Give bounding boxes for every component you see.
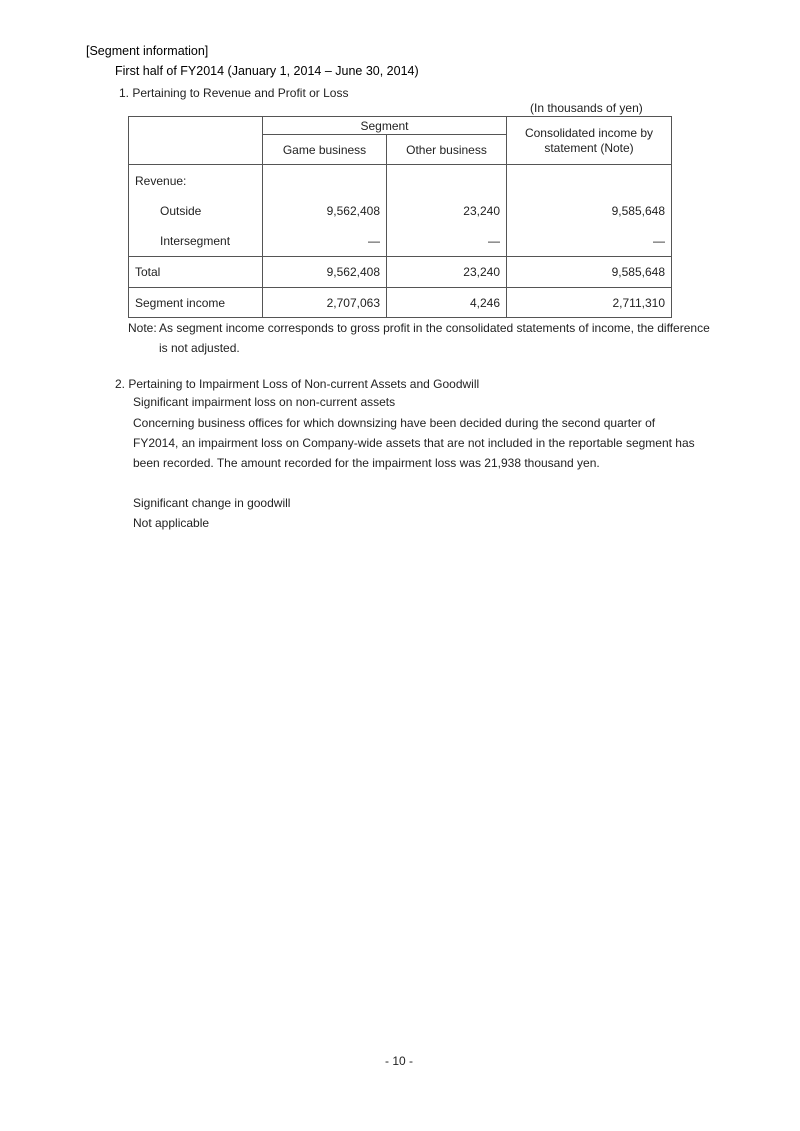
section-heading: [Segment information]: [86, 44, 209, 58]
section2-title: 2. Pertaining to Impairment Loss of Non-current Assets and Goodwill: [115, 377, 480, 391]
table-row-segment-income: [129, 288, 672, 318]
cell: 9,585,648: [507, 257, 672, 288]
cell: 23,240: [387, 257, 507, 288]
col-game: Game business: [263, 135, 387, 165]
unit-label: (In thousands of yen): [530, 101, 643, 115]
page-number: - 10 -: [385, 1054, 414, 1068]
table-row-total: [129, 257, 672, 288]
cell: 4,246: [387, 288, 507, 318]
cell: 23,240: [463, 204, 500, 218]
para-line-2: FY2014, an impairment loss on Company-wide assets that are not included in the reportable segment has: [133, 436, 695, 450]
col-consolidated-label: Consolidated income by statement (Note): [524, 125, 654, 155]
para-line-3: been recorded. The amount recorded for the impairment loss was 21,938 thousand yen.: [133, 456, 600, 470]
row-label-intersegment: Intersegment: [160, 234, 231, 248]
cell: —: [488, 234, 500, 248]
period-title: First half of FY2014 (January 1, 2014 – June 30, 2014): [115, 64, 419, 78]
cell: 9,562,408: [326, 204, 380, 218]
note-label: Note:: [128, 321, 157, 335]
section2-sub2-value: Not applicable: [133, 516, 210, 530]
cell: 9,562,408: [263, 257, 387, 288]
cell: —: [368, 234, 380, 248]
col-other: Other business: [387, 135, 507, 165]
row-label: Total: [129, 257, 263, 288]
table-row-revenue: [129, 165, 672, 257]
section1-title: 1. Pertaining to Revenue and Profit or Loss: [119, 86, 349, 100]
cell: 9,585,648: [611, 204, 665, 218]
col-consolidated: [507, 117, 672, 165]
section2-sub1: Significant impairment loss on non-current assets: [133, 395, 396, 409]
segment-table: [128, 116, 672, 318]
row-label-outside: Outside: [160, 204, 202, 218]
cell: —: [653, 234, 665, 248]
segment-header: Segment: [263, 117, 507, 135]
section2-sub2: Significant change in goodwill: [133, 496, 291, 510]
row-label: Segment income: [129, 288, 263, 318]
para-line-1: Concerning business offices for which downsizing have been decided during the second quarter of: [133, 416, 656, 430]
cell: 2,707,063: [263, 288, 387, 318]
note-text-2: is not adjusted.: [159, 341, 240, 355]
note-text: As segment income corresponds to gross profit in the consolidated statements of income, the difference: [159, 321, 710, 335]
cell: 2,711,310: [507, 288, 672, 318]
revenue-label: Revenue:: [135, 174, 187, 188]
